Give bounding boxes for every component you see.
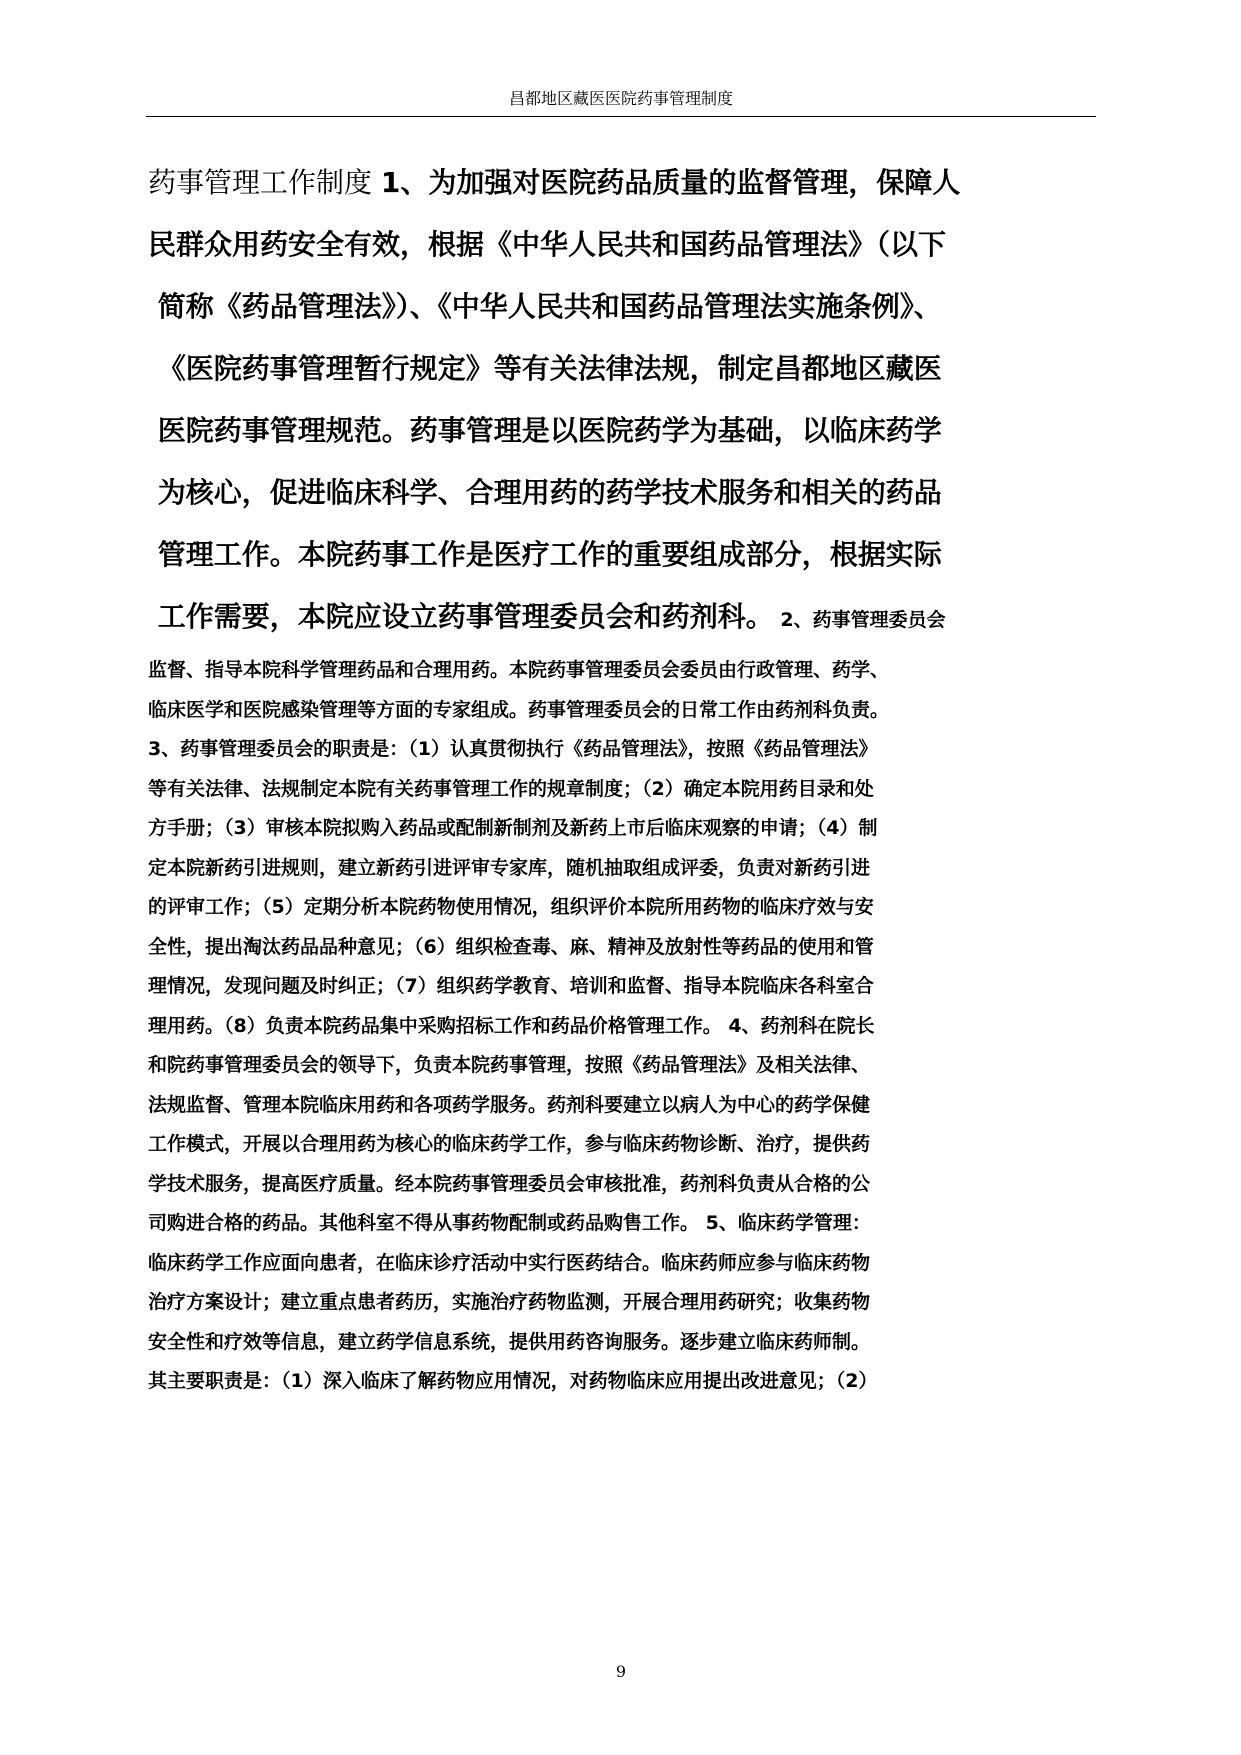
body-line: 3、药事管理委员会的职责是：（1）认真贯彻执行《药品管理法》，按照《药品管理法》 [148,738,878,760]
body-line: 全性，提出淘汰药品品种意见；（6）组织检查毒、麻、精神及放射性等药品的使用和管 [148,935,874,958]
body-line: 学技术服务，提高医疗质量。经本院药事管理委员会审核批准，药剂科负责从合格的公 [148,1172,871,1195]
lead-line-2: 民群众用药安全有效，根据《中华人民共和国药品管理法》（以下 [148,228,947,261]
body-line: 和院药事管理委员会的领导下，负责本院药事管理，按照《药品管理法》及相关法律、 [148,1054,871,1076]
lead-line-8 [148,586,1108,651]
body-paragraph [148,651,1108,1402]
lead-line-8-large: 工作需要，本院应设立药事管理委员会和药剂科。 [148,600,774,633]
body-line: 其主要职责是：（1）深入临床了解药物应用情况，对药物临床应用提出改进意见；（2） [148,1370,878,1392]
lead-line-1 [148,152,1108,214]
body-line: 安全性和疗效等信息，建立药学信息系统，提供用药咨询服务。逐步建立临床药师制。 [148,1330,871,1353]
body-line: 治疗方案设计；建立重点患者药历，实施治疗药物监测，开展合理用药研究；收集药物 [148,1291,871,1313]
body-line: 理情况，发现问题及时纠正；（7）组织药学教育、培训和监督、指导本院临床各科室合 [148,975,874,997]
body-line: 理用药。（8）负责本院药品集中采购招标工作和药品价格管理工作。 4、药剂科在院长 [148,1014,875,1037]
body-line: 等有关法律、法规制定本院有关药事管理工作的规章制度；（2）确定本院用药目录和处 [148,777,874,800]
lead-line-3: 简称《药品管理法》）、《中华人民共和国药品管理法实施条例》、 [148,290,942,323]
body-line: 的评审工作；（5）定期分析本院药物使用情况，组织评价本院所用药物的临床疗效与安 [148,896,874,918]
body-line: 定本院新药引进规则，建立新药引进评审专家库，随机抽取组成评委，负责对新药引进 [148,856,871,879]
body-line: 工作模式，开展以合理用药为核心的临床药学工作，参与临床药物诊断、治疗，提供药 [148,1133,871,1155]
lead-line-6: 为核心，促进临床科学、合理用药的药学技术服务和相关的药品 [148,476,942,509]
header-divider [146,116,1096,117]
lead-line-8-small: 2、药事管理委员会 [773,609,946,631]
lead-paragraph [148,152,1108,651]
lead-line-1-text: 1、为加强对医院药品质量的监督管理，保障人 [380,166,961,199]
lead-line-4: 《医院药事管理暂行规定》等有关法律法规，制定昌都地区藏医 [148,352,942,385]
lead-line-7: 管理工作。本院药事工作是医疗工作的重要组成部分，根据实际 [148,538,942,571]
page-number: 9 [615,1662,627,1681]
body-line: 法规监督、管理本院临床用药和各项药学服务。药剂科要建立以病人为中心的药学保健 [148,1093,871,1116]
body-line: 司购进合格的药品。其他科室不得从事药物配制或药品购售工作。 5、临床药学管理： [148,1212,871,1234]
lead-line-5: 医院药事管理规范。药事管理是以医院药学为基础，以临床药学 [148,414,942,447]
body-line: 临床医学和医院感染管理等方面的专家组成。药事管理委员会的日常工作由药剂科负责。 [148,698,890,721]
body-line: 监督、指导本院科学管理药品和合理用药。本院药事管理委员会委员由行政管理、药学、 [148,659,890,681]
section-title: 药事管理工作制度 [148,166,381,199]
body-line: 方手册；（3）审核本院拟购入药品或配制新制剂及新药上市后临床观察的申请；（4）制 [148,817,878,839]
page-header-title: 昌都地区藏医医院药事管理制度 [508,89,733,108]
body-line: 临床药学工作应面向患者，在临床诊疗活动中实行医药结合。临床药师应参与临床药物 [148,1251,871,1274]
